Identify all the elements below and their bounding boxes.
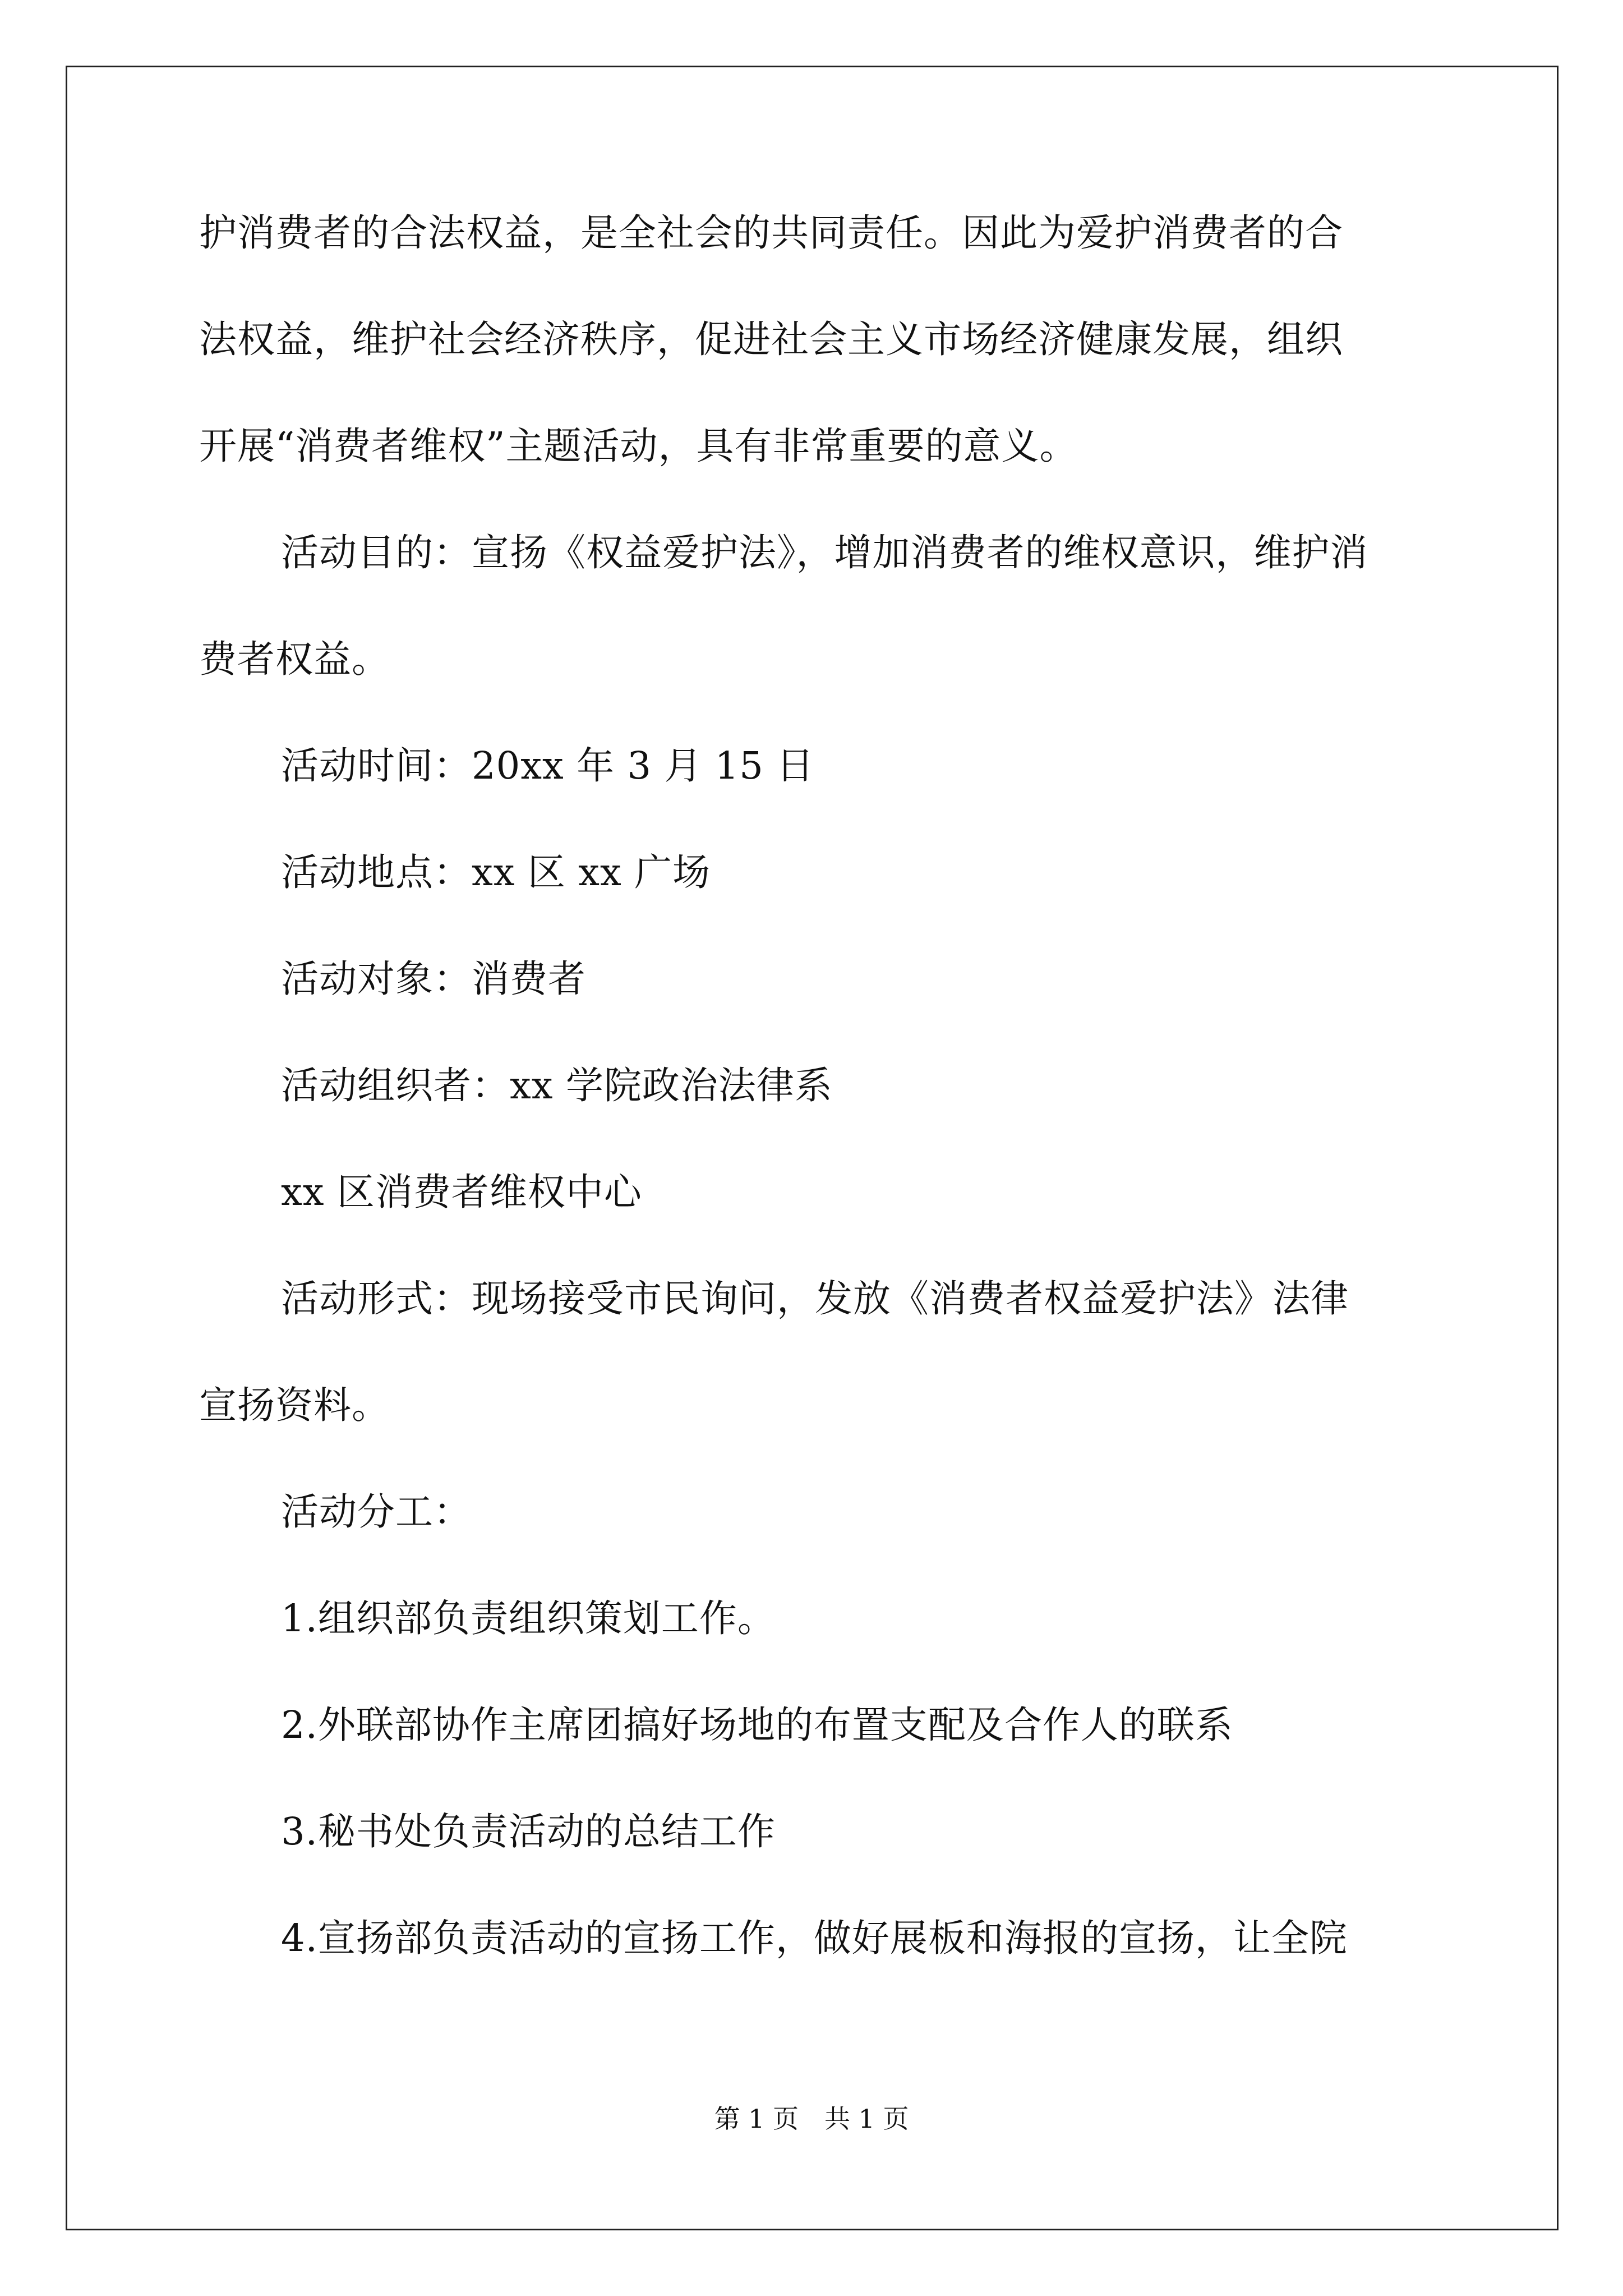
- page-footer: 第 1 页 共 1 页: [714, 2104, 909, 2134]
- division-item: 3.秘书处负责活动的总结工作: [281, 1810, 776, 1853]
- division-item: 1.组织部负责组织策划工作。: [281, 1596, 776, 1640]
- activity-organizer: 活动组织者：xx 学院政治法律系: [281, 1064, 833, 1107]
- page-border: [66, 66, 1559, 2230]
- activity-place: 活动地点：xx 区 xx 广场: [281, 850, 711, 894]
- division-item: 4.宣扬部负责活动的宣扬工作，做好展板和海报的宣扬，让全院: [281, 1916, 1348, 1960]
- paragraph-line: 法权益，维护社会经济秩序，促进社会主义市场经济健康发展，组织: [199, 318, 1343, 361]
- activity-time: 活动时间：20xx 年 3 月 15 日: [281, 744, 815, 788]
- form-line: 宣扬资料。: [199, 1383, 390, 1427]
- activity-audience: 活动对象：消费者: [281, 957, 586, 1001]
- purpose-line: 费者权益。: [199, 637, 390, 681]
- division-item: 2.外联部协作主席团搞好场地的布置支配及合作人的联系: [281, 1703, 1233, 1747]
- division-title: 活动分工：: [281, 1490, 472, 1534]
- form-line: 活动形式：现场接受市民询问，发放《消费者权益爱护法》法律: [281, 1277, 1349, 1320]
- paragraph-line: 护消费者的合法权益，是全社会的共同责任。因此为爱护消费者的合: [199, 211, 1343, 255]
- paragraph-line: 开展“消费者维权”主题活动，具有非常重要的意义。: [199, 424, 1078, 468]
- purpose-line: 活动目的：宣扬《权益爱护法》，增加消费者的维权意识，维护消: [281, 531, 1368, 574]
- activity-organizer-secondary: xx 区消费者维权中心: [281, 1170, 642, 1214]
